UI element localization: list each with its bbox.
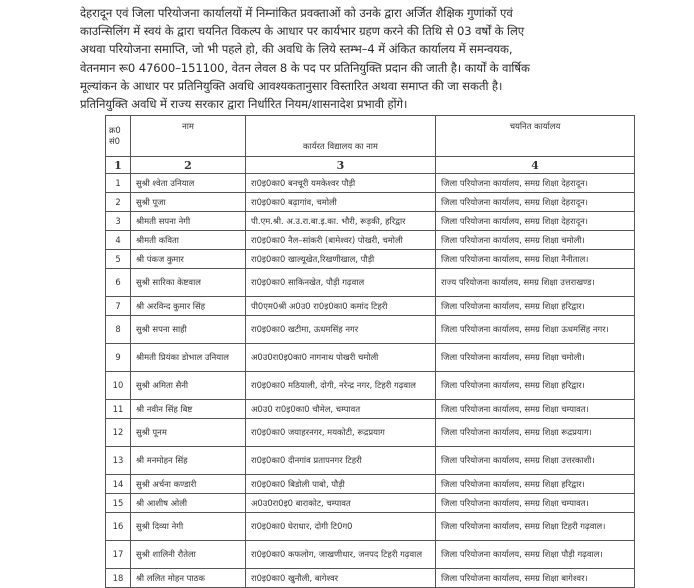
selected-office: जिला परियोजना कार्यालय, समग्र शिक्षा टिहरी गढ़वाल। bbox=[436, 513, 635, 541]
row-number: 11 bbox=[106, 400, 131, 419]
selected-office: जिला परियोजना कार्यालय, समग्र शिक्षा देहरादून। bbox=[436, 174, 635, 193]
person-name: श्री आशीष ओली bbox=[131, 494, 246, 513]
school-name: रा0इ0का0 दीनगांव प्रतापनगर टिहरी bbox=[246, 447, 436, 475]
row-number: 12 bbox=[106, 419, 131, 447]
person-name: श्री पंकज कुमार bbox=[131, 250, 246, 269]
row-number: 4 bbox=[106, 231, 131, 250]
person-name: सुश्री अर्चना कण्डारी bbox=[131, 475, 246, 494]
table-row bbox=[106, 513, 635, 541]
row-number: 15 bbox=[106, 494, 131, 513]
selected-office: जिला परियोजना कार्यालय, समग्र शिक्षा ऊधमसिंह नगर। bbox=[436, 316, 635, 344]
paragraph-line: प्रतिनियुक्ति अवधि में राज्य सरकार द्वारा निर्धारित नियम/शासनादेश प्रभावी होंगे। bbox=[80, 97, 408, 112]
table-row bbox=[106, 297, 635, 316]
person-name: श्रीमती सपना नेगी bbox=[131, 212, 246, 231]
selected-office: जिला परियोजना कार्यालय, समग्र शिक्षा रूद्रप्रयाग। bbox=[436, 419, 635, 447]
person-name: सुश्री शालिनी रौतेला bbox=[131, 541, 246, 569]
school-name: रा0इ0का0 जयाहरनगर, मयकोटी, रूद्रप्रयाग bbox=[246, 419, 436, 447]
table-row bbox=[106, 316, 635, 344]
person-name: श्रीमती प्रियंका डोभाल उनियाल bbox=[131, 344, 246, 372]
row-number: 8 bbox=[106, 316, 131, 344]
person-name: सुश्री दिव्या नेगी bbox=[131, 513, 246, 541]
table-row bbox=[106, 212, 635, 231]
selected-office: जिला परियोजना कार्यालय, समग्र शिक्षा बागेश्वर। bbox=[436, 569, 635, 588]
person-name: सुश्री सपना साही bbox=[131, 316, 246, 344]
deputation-table bbox=[105, 115, 635, 588]
column-number-row bbox=[106, 157, 635, 174]
selected-office: जिला परियोजना कार्यालय, समग्र शिक्षा हरिद्वार। bbox=[436, 475, 635, 494]
row-number: 18 bbox=[106, 569, 131, 588]
table-row bbox=[106, 400, 635, 419]
column-number: 4 bbox=[436, 157, 635, 174]
selected-office: राज्य परियोजना कार्यालय, समग्र शिक्षा उत्तराखण्ड। bbox=[436, 269, 635, 297]
school-name: पी.एम.श्री. अ.उ.रा.बा.इ.का. भौरी, रूड़की, हरिद्वार bbox=[246, 212, 436, 231]
school-name: रा0इ0का0 खाल्यूखेत,रिखणीखाल, पौड़ी bbox=[246, 250, 436, 269]
column-number: 2 bbox=[131, 157, 246, 174]
school-name: अ0उ0रा0इ0का0 नागनाथ पोखरी चमोली bbox=[246, 344, 436, 372]
selected-office: जिला परियोजना कार्यालय, समग्र शिक्षा देहरादून। bbox=[436, 212, 635, 231]
school-name: अ0उ0 रा0इ0का0 चौमेल, चम्पावत bbox=[246, 400, 436, 419]
paragraph-line: देहरादून एवं जिला परियोजना कार्यालयों में निम्नांकित प्रवक्ताओं को उनके द्वारा अर्जित शैक्षिक गुणांकों एवं bbox=[80, 6, 513, 20]
school-name: अ0उ0रा0इ0 बाराकोट, चम्पावत bbox=[246, 494, 436, 513]
person-name: सुश्री सारिका केष्टवाल bbox=[131, 269, 246, 297]
column-number: 1 bbox=[106, 157, 131, 174]
school-name: रा0इ0का0 घेराधार, दोगी टि0ग0 bbox=[246, 513, 436, 541]
school-name: पी0एम0श्री अ0उ0 रा0इ0का0 कमांद टिहरी bbox=[246, 297, 436, 316]
selected-office: जिला परियोजना कार्यालय, समग्र शिक्षा चमोली। bbox=[436, 231, 635, 250]
person-name: श्री ललित मोहन पाठक bbox=[131, 569, 246, 588]
school-name: रा0इ0का0 खटीमा, ऊधमसिंह नगर bbox=[246, 316, 436, 344]
selected-office: जिला परियोजना कार्यालय, समग्र शिक्षा उत्तरकाशी। bbox=[436, 447, 635, 475]
selected-office: जिला परियोजना कार्यालय, समग्र शिक्षा नैनीताल। bbox=[436, 250, 635, 269]
table-row bbox=[106, 269, 635, 297]
table-row bbox=[106, 231, 635, 250]
table-row bbox=[106, 250, 635, 269]
school-name: रा0इ0का0 मठियाली, दोगी, नरेन्द्र नगर, टिहरी गढ़वाल bbox=[246, 372, 436, 400]
person-name: श्रीमती कविता bbox=[131, 231, 246, 250]
selected-office: जिला परियोजना कार्यालय, समग्र शिक्षा पौड़ी गढ़वाल। bbox=[436, 541, 635, 569]
selected-office: जिला परियोजना कार्यालय, समग्र शिक्षा चमोली। bbox=[436, 344, 635, 372]
table-row bbox=[106, 541, 635, 569]
paragraph-line: मूल्यांकन के आधार पर प्रतिनियुक्ति अवधि आवश्यकतानुसार विस्तारित अथवा समाप्त की जा सकती है। bbox=[80, 78, 503, 93]
header-serial: क्र0 सं0 bbox=[106, 116, 131, 157]
table-row bbox=[106, 372, 635, 400]
table-row bbox=[106, 494, 635, 513]
person-name: श्री मनमोहन सिंह bbox=[131, 447, 246, 475]
table-row bbox=[106, 569, 635, 588]
paragraph-line: अथवा परियोजना समाप्ति, जो भी पहले हो, की अवधि के लिये स्तम्भ–4 में अंकित कार्यालय में समन्वयक, bbox=[80, 42, 513, 57]
table-header-row bbox=[106, 116, 635, 157]
row-number: 17 bbox=[106, 541, 131, 569]
row-number: 14 bbox=[106, 475, 131, 494]
header-school: कार्यरत विद्यालय का नाम bbox=[246, 116, 436, 157]
header-name: नाम bbox=[131, 116, 246, 157]
row-number: 7 bbox=[106, 297, 131, 316]
person-name: सुश्री श्वेता उनियाल bbox=[131, 174, 246, 193]
person-name: सुश्री अमिता सैनी bbox=[131, 372, 246, 400]
table-row bbox=[106, 344, 635, 372]
selected-office: जिला परियोजना कार्यालय, समग्र शिक्षा हरिद्वार। bbox=[436, 372, 635, 400]
selected-office: जिला परियोजना कार्यालय, समग्र शिक्षा देहरादून। bbox=[436, 193, 635, 212]
selected-office: जिला परियोजना कार्यालय, समग्र शिक्षा चम्पावत। bbox=[436, 494, 635, 513]
order-paragraph bbox=[80, 4, 618, 113]
school-name: रा0इ0का0 कफलोग, जाखणीधार, जनपद टिहरी गढ़वाल bbox=[246, 541, 436, 569]
table-row bbox=[106, 475, 635, 494]
column-number: 3 bbox=[246, 157, 436, 174]
row-number: 5 bbox=[106, 250, 131, 269]
table-row bbox=[106, 447, 635, 475]
school-name: रा0इ0का0 साकिनखेत, पौड़ी गढ़वाल bbox=[246, 269, 436, 297]
table-row bbox=[106, 174, 635, 193]
selected-office: जिला परियोजना कार्यालय, समग्र शिक्षा हरिद्वार। bbox=[436, 297, 635, 316]
row-number: 3 bbox=[106, 212, 131, 231]
row-number: 10 bbox=[106, 372, 131, 400]
header-office: चयनित कार्यालय bbox=[436, 116, 635, 157]
paragraph-line: वेतनमान रू0 47600–151100, वेतन लेवल 8 के पद पर प्रतिनियुक्ति प्रदान की जाती है। कार्यों के वार्षिक bbox=[80, 60, 530, 75]
person-name: श्री नवीन सिंह बिष्ट bbox=[131, 400, 246, 419]
row-number: 6 bbox=[106, 269, 131, 297]
row-number: 16 bbox=[106, 513, 131, 541]
row-number: 2 bbox=[106, 193, 131, 212]
school-name: रा0इ0का0 बनचूरी यमकेश्वर पौड़ी bbox=[246, 174, 436, 193]
person-name: सुश्री पूनम bbox=[131, 419, 246, 447]
person-name: श्री अरविन्द कुमार सिंह bbox=[131, 297, 246, 316]
row-number: 1 bbox=[106, 174, 131, 193]
person-name: सुश्री पूजा bbox=[131, 193, 246, 212]
row-number: 9 bbox=[106, 344, 131, 372]
school-name: रा0इ0का0 बिडोली पाबो, पौड़ी bbox=[246, 475, 436, 494]
selected-office: जिला परियोजना कार्यालय, समग्र शिक्षा चम्पावत। bbox=[436, 400, 635, 419]
school-name: रा0इ0का0 बढ़ागांव, चमोली bbox=[246, 193, 436, 212]
row-number: 13 bbox=[106, 447, 131, 475]
school-name: रा0इ0का0 खुनौली, बागेश्वर bbox=[246, 569, 436, 588]
table-row bbox=[106, 193, 635, 212]
table-row bbox=[106, 419, 635, 447]
school-name: रा0इ0का0 नैल–सांकरी (बामेश्वर) पोखरी, चमोली bbox=[246, 231, 436, 250]
paragraph-line: काउन्सिलिंग में स्वयं के द्वारा चयनित विकल्प के आधार पर कार्यभार ग्रहण करने की तिथि से 03 वर्षों के लिए bbox=[80, 24, 525, 39]
